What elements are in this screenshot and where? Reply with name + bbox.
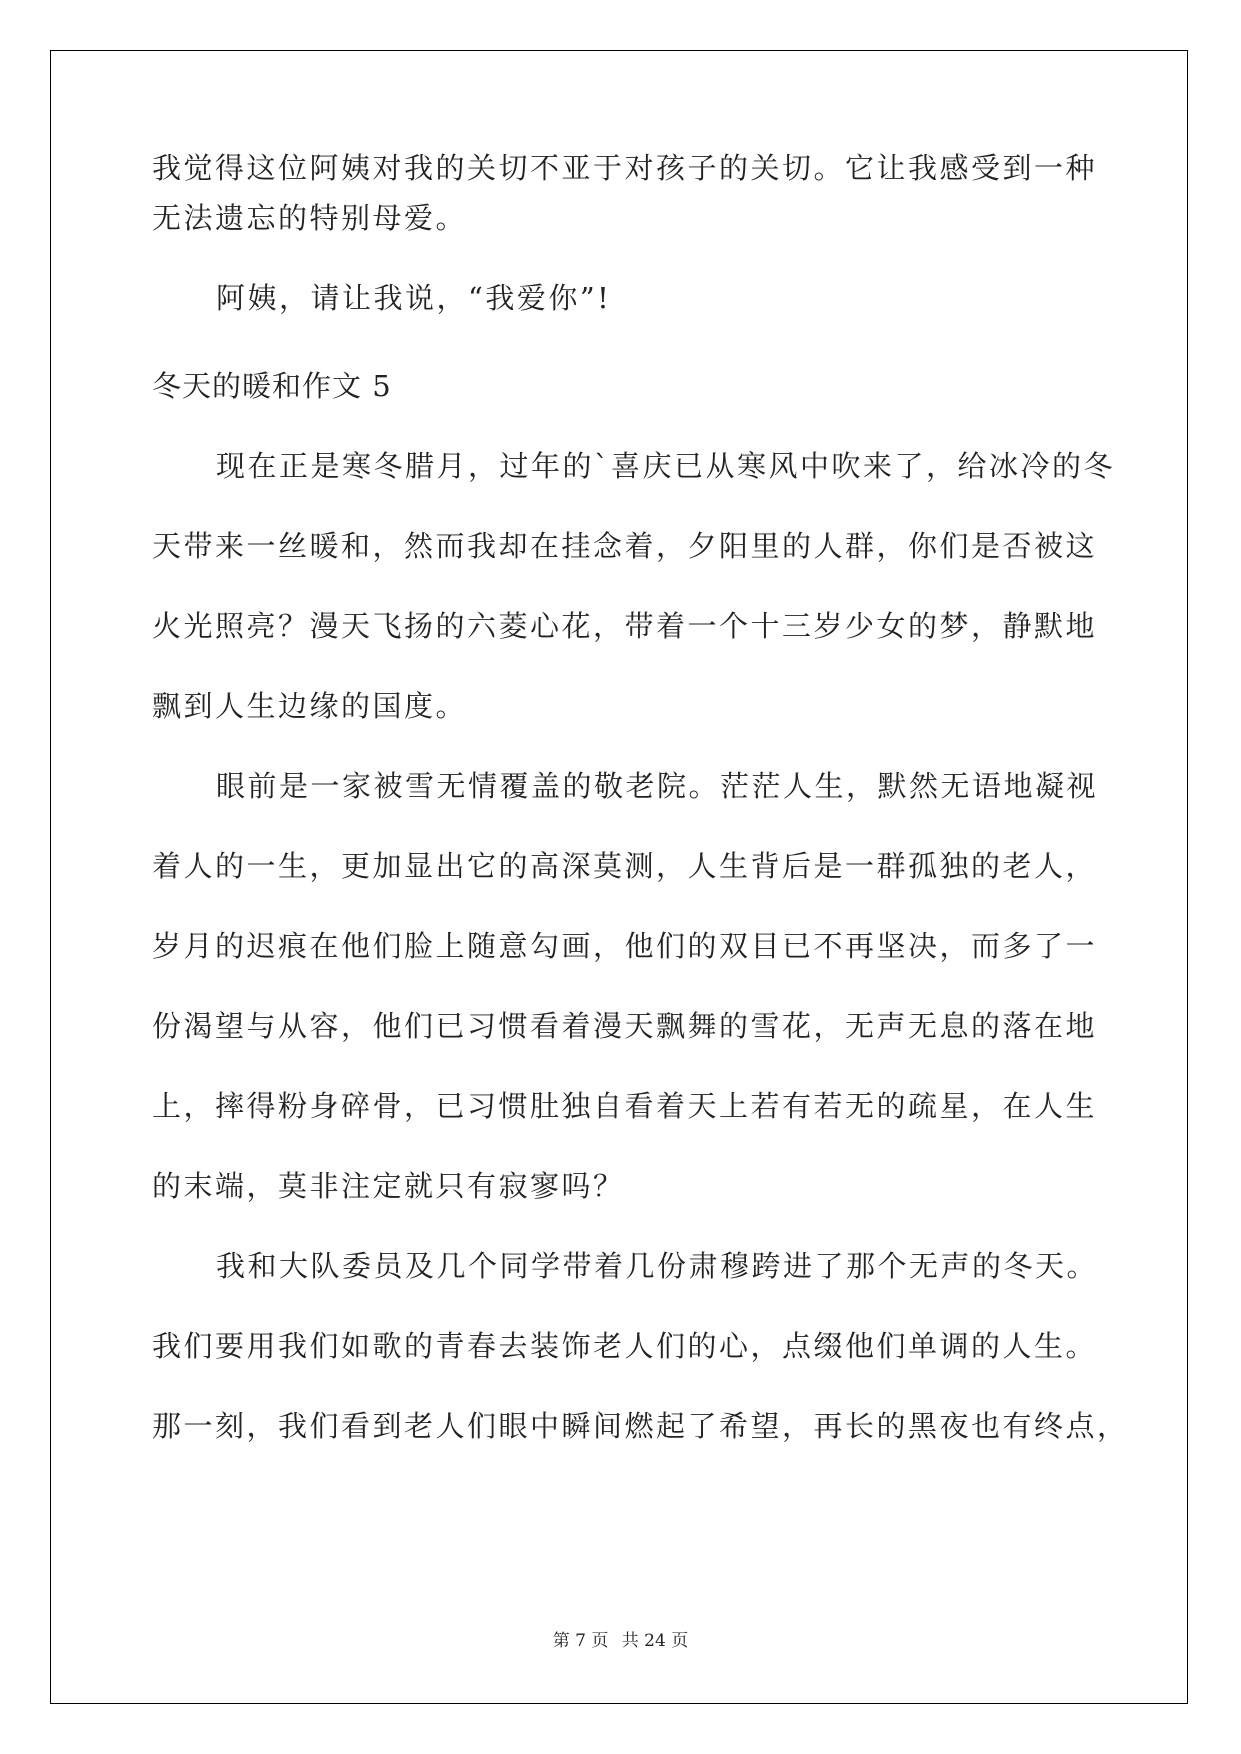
text-line: 飘到人生边缘的国度。 <box>152 689 468 723</box>
text-line: 我觉得这位阿姨对我的关切不亚于对孩子的关切。它让我感受到一种 <box>152 151 1098 185</box>
text-line: 那一刻，我们看到老人们眼中瞬间燃起了希望，再长的黑夜也有终点， <box>152 1409 1129 1443</box>
text-line: 火光照亮？漫天飞扬的六菱心花，带着一个十三岁少女的梦，静默地 <box>152 609 1098 643</box>
page-footer <box>0 1626 1241 1651</box>
text-line: 我们要用我们如歌的青春去装饰老人们的心，点缀他们单调的人生。 <box>152 1329 1098 1363</box>
text-line: 份渴望与从容，他们已习惯看着漫天飘舞的雪花，无声无息的落在地 <box>152 1009 1098 1043</box>
text-line: 天带来一丝暖和，然而我却在挂念着，夕阳里的人群，你们是否被这 <box>152 529 1098 563</box>
text-line: 阿姨，请让我说，“我爱你”! <box>216 281 612 315</box>
text-line: 眼前是一家被雪无情覆盖的敬老院。茫茫人生，默然无语地凝视 <box>216 769 1099 803</box>
text-line: 着人的一生，更加显出它的高深莫测，人生背后是一群孤独的老人， <box>152 849 1098 883</box>
section-title: 冬天的暖和作文 5 <box>152 369 392 403</box>
text-line: 无法遗忘的特别母爱。 <box>152 201 468 235</box>
text-line: 的末端，莫非注定就只有寂寥吗？ <box>152 1169 625 1203</box>
total-pages: 共 24 页 <box>621 1631 689 1651</box>
text-line: 我和大队委员及几个同学带着几份肃穆跨进了那个无声的冬天。 <box>216 1249 1099 1283</box>
page-number: 第 7 页 <box>552 1631 609 1651</box>
text-line: 岁月的迟痕在他们脸上随意勾画，他们的双目已不再坚决，而多了一 <box>152 929 1098 963</box>
text-line: 现在正是寒冬腊月，过年的`喜庆已从寒风中吹来了，给冰冷的冬 <box>216 449 1116 483</box>
text-line: 上，摔得粉身碎骨，已习惯肚独自看着天上若有若无的疏星，在人生 <box>152 1089 1098 1123</box>
